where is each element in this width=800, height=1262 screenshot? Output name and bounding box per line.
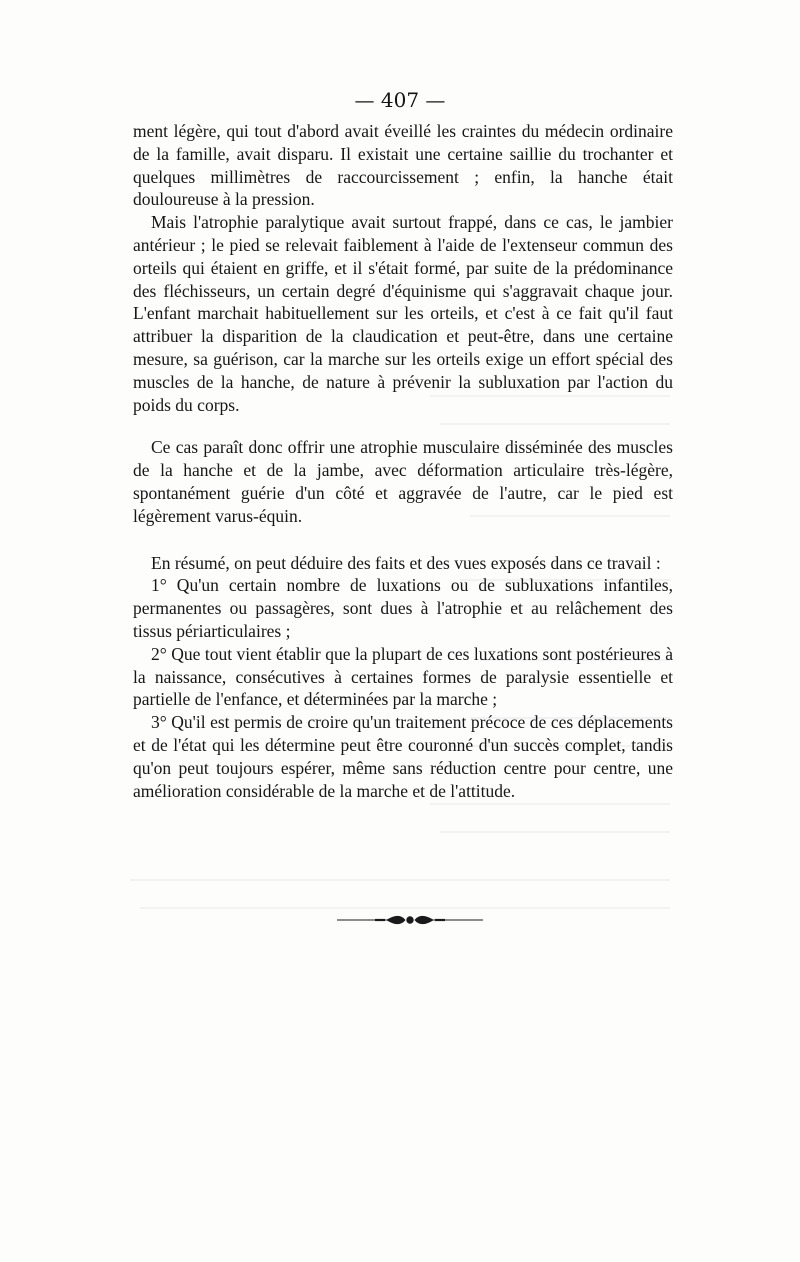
conclusion-item-1: 1° Qu'un certain nombre de luxations ou de subluxations infantiles, permanentes ou passagères, sont dues à l'atrophie et au relâchement des tissus périarticulaires ; bbox=[133, 575, 673, 641]
paragraph-gap bbox=[133, 416, 673, 436]
paragraph-case-summary: Ce cas paraît donc offrir une atrophie musculaire disséminée des muscles de la hanche et de la jambe, avec déformation articulaire très-légère, spontanément guérie d'un côté et aggravée de l'autre, car le pied est légèrement varus-équin. bbox=[133, 437, 673, 526]
conclusion-item-2: 2° Que tout vient établir que la plupart de ces luxations sont postérieures à la naissance, consécutives à certaines formes de paralysie essentielle et partielle de l'enfance, et déterminées par la marche ; bbox=[133, 643, 673, 710]
paragraph-atrophy: Mais l'atrophie paralytique avait surtout frappé, dans ce cas, le jambier antérieur ; le pied se relevait faiblement à l'aide de l'extenseur commun des orteils qui étaient en griffe, et il s'était formé, par suite de la prédominance des fléchisseurs, un certain degré d'équinisme qui s'aggravait chaque jour. L'enfant marchait habituellement sur les orteils, et c'est à ce fait qu'il faut attribuer la disparition de la claudication et peut-être, dans une certaine mesure, sa guérison, car la marche sur les orteils exige un effort spécial des muscles de la hanche, de nature à prévenir la subluxation par l'action du poids du corps. bbox=[133, 212, 673, 415]
paragraph-continuation: ment légère, qui tout d'abord avait éveillé les craintes du médecin ordinaire de la famille, avait disparu. Il existait une certaine saillie du trochanter et quelques millimètres de raccourcissement ; enfin, la hanche était douloureuse à la pression. bbox=[133, 121, 673, 210]
end-ornament bbox=[335, 912, 485, 928]
body-text bbox=[133, 120, 673, 802]
paragraph-conclusion-intro: En résumé, on peut déduire des faits et des vues exposés dans ce travail : bbox=[151, 552, 661, 573]
paragraph-gap bbox=[133, 528, 673, 552]
conclusion-item-3: 3° Qu'il est permis de croire qu'un traitement précoce de ces déplacements et de l'état qui les détermine peut être couronné d'un succès complet, tandis qu'on peut toujours espérer, même sans réduction centre pour centre, une amélioration considérable de la marche et de l'attitude. bbox=[133, 712, 673, 801]
page-number: — 407 — bbox=[354, 88, 446, 112]
